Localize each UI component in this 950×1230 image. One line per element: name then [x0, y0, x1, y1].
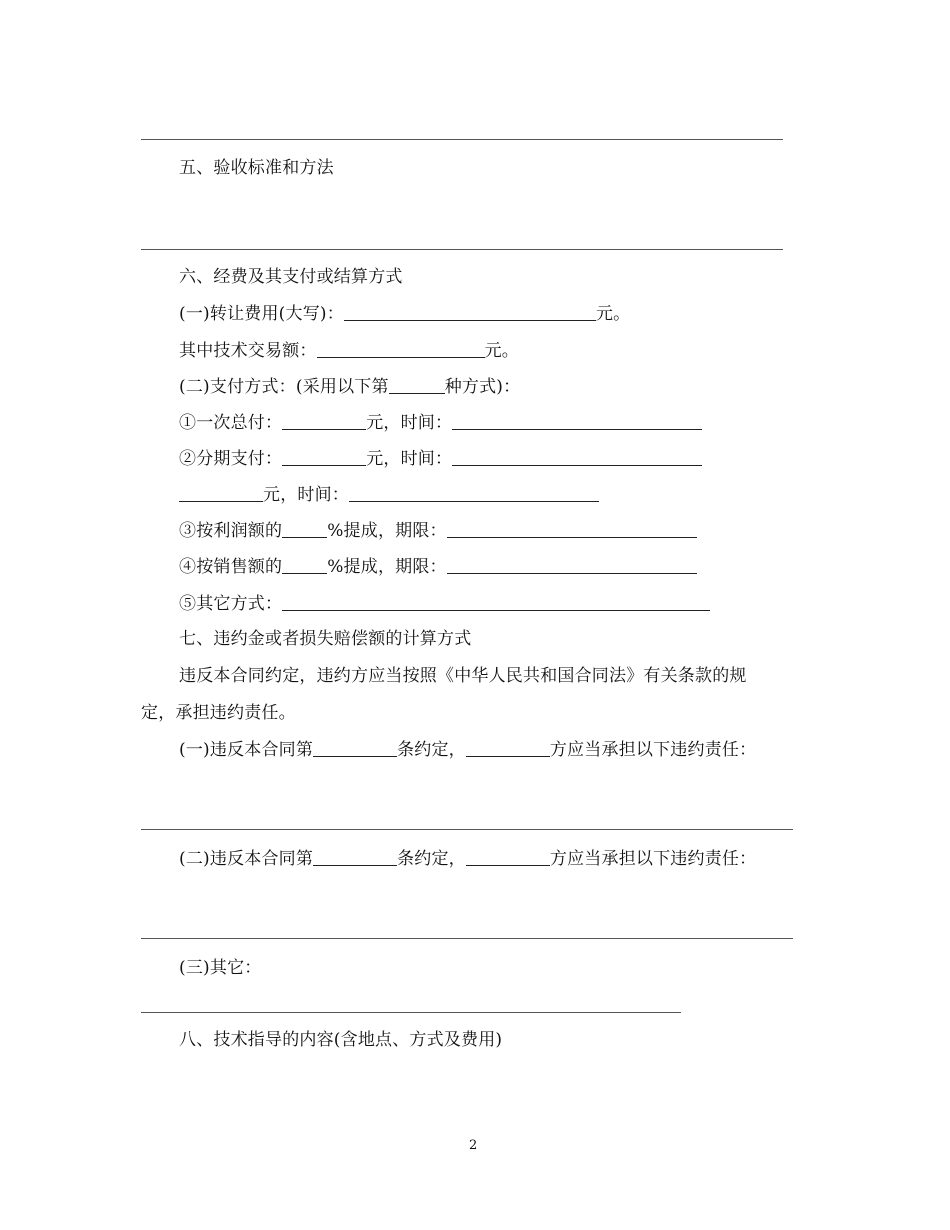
transfer-fee-line — [179, 303, 630, 325]
sales-share-percent-blank[interactable] — [282, 557, 327, 574]
other-payment-label: ⑤其它方式： — [179, 594, 283, 614]
section-7-paragraph-line-1: 违反本合同约定，违约方应当按照《中华人民共和国合同法》有关条款的规 — [179, 666, 747, 686]
installment-label: ②分期支付： — [179, 449, 283, 469]
breach-clause-2-suffix: 方应当承担以下违约责任： — [549, 849, 757, 869]
tech-amount-blank[interactable] — [317, 341, 485, 358]
sales-share-label: ④按销售额的 — [179, 557, 283, 577]
lump-sum-label: ①一次总付： — [179, 413, 283, 433]
installment-2-amount-blank[interactable] — [179, 485, 263, 502]
installment-2-line — [179, 484, 599, 506]
breach-other-fill-rule — [141, 1012, 681, 1013]
sales-share-mid: %提成，期限： — [327, 557, 447, 577]
breach-clause-1-fill-rule — [141, 829, 793, 830]
profit-share-mid: %提成，期限： — [327, 521, 447, 541]
section-7-heading: 七、违约金或者损失赔偿额的计算方式 — [179, 629, 472, 649]
sales-share-term-blank[interactable] — [447, 557, 697, 574]
lump-sum-line — [179, 412, 702, 434]
page-number: 2 — [469, 1138, 478, 1153]
breach-clause-1-label: (一)违反本合同第 — [179, 740, 314, 760]
installment-line — [179, 448, 702, 470]
installment-2-yuan-time: 元，时间： — [263, 485, 349, 505]
section-7-paragraph-line-2: 定，承担违约责任。 — [141, 703, 296, 723]
tech-amount-label: 其中技术交易额： — [179, 341, 317, 361]
transfer-fee-unit: 元。 — [595, 304, 631, 324]
lump-sum-yuan-time: 元，时间： — [366, 413, 453, 433]
transfer-fee-label: (一)转让费用(大写)： — [179, 304, 344, 324]
section-5-heading: 五、验收标准和方法 — [179, 158, 334, 178]
breach-clause-2-label: (二)违反本合同第 — [179, 849, 314, 869]
other-payment-line — [179, 593, 710, 615]
breach-clause-2-fill-rule — [141, 938, 793, 939]
transfer-fee-blank[interactable] — [344, 304, 596, 321]
installment-amount-blank[interactable] — [282, 449, 366, 466]
breach-clause-1-mid: 条约定， — [397, 740, 466, 760]
profit-share-line — [179, 520, 697, 542]
breach-clause-1-suffix: 方应当承担以下违约责任： — [549, 740, 757, 760]
installment-yuan-time: 元，时间： — [366, 449, 453, 469]
payment-method-label: (二)支付方式：(采用以下第 — [179, 377, 389, 397]
profit-share-label: ③按利润额的 — [179, 521, 283, 541]
breach-clause-1-line — [179, 739, 756, 761]
tech-amount-unit: 元。 — [484, 341, 520, 361]
breach-clause-2-party-blank[interactable] — [466, 849, 550, 866]
sales-share-line — [179, 556, 697, 578]
profit-share-term-blank[interactable] — [447, 521, 697, 538]
section-6-heading: 六、经费及其支付或结算方式 — [179, 267, 403, 287]
payment-method-blank[interactable] — [389, 377, 445, 394]
breach-clause-2-line — [179, 848, 756, 870]
other-payment-blank[interactable] — [282, 594, 710, 611]
installment-2-time-blank[interactable] — [349, 485, 599, 502]
breach-clause-2-article-blank[interactable] — [313, 849, 397, 866]
lump-sum-time-blank[interactable] — [452, 413, 702, 430]
lump-sum-amount-blank[interactable] — [282, 413, 366, 430]
section-8-heading: 八、技术指导的内容(含地点、方式及费用) — [179, 1030, 503, 1050]
breach-other-line: (三)其它： — [179, 958, 262, 978]
payment-method-suffix: 种方式)： — [444, 377, 521, 397]
breach-clause-1-article-blank[interactable] — [313, 740, 397, 757]
top-rule — [141, 139, 783, 140]
breach-clause-2-mid: 条约定， — [397, 849, 466, 869]
breach-clause-1-party-blank[interactable] — [466, 740, 550, 757]
section-5-fill-rule — [141, 249, 783, 250]
installment-time-blank[interactable] — [452, 449, 702, 466]
profit-share-percent-blank[interactable] — [282, 521, 327, 538]
tech-amount-line — [179, 340, 519, 362]
payment-method-line — [179, 376, 520, 398]
